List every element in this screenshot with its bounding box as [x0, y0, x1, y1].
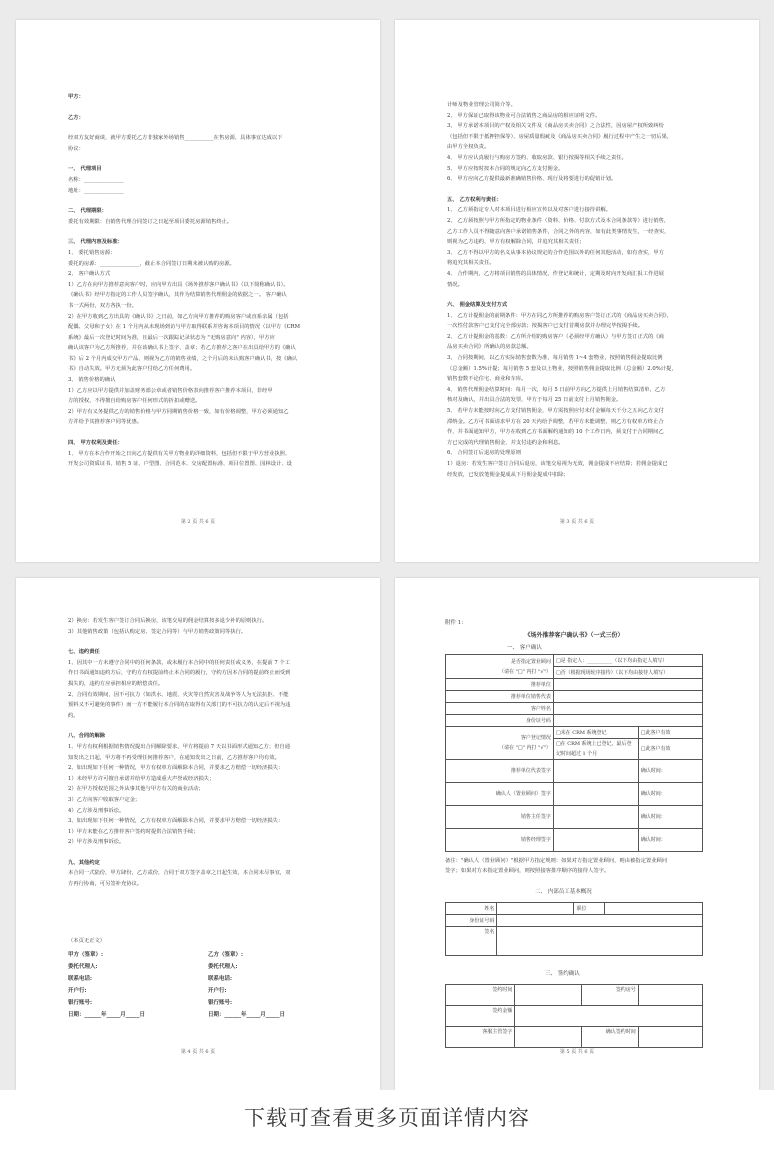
cell-label: 是否指定置业顾问 （请在 "□" 内打 "√"）	[446, 655, 554, 679]
signature-field: 开户行:	[68, 987, 87, 994]
text-line: 预料又不可避免的事件）而一方不能履行本合同的在取得有关部门的不可抗力的认定后不视为违	[68, 702, 291, 709]
cell-label: 身份证号码	[446, 915, 497, 927]
cell-empty	[605, 903, 703, 915]
section-heading: 六、 佣金结算及支付方式	[447, 302, 508, 309]
text-line: 5、 若甲方未能按时向乙方支付销售佣金，甲方需按照应付未付金额每天千分之五向乙方支付	[447, 408, 664, 415]
text-line: 委托有效期限：自销售代理合同签订之日起至项目委托房源销售终止。	[68, 218, 233, 225]
cell-empty	[553, 806, 638, 829]
text-line: 1、 乙方计提佣金的前期条件：甲方在同乙方所推荐的购房客户签订正式的《商品房买卖合同》，	[447, 312, 672, 319]
text-line: 方再行协商，可另签补充协议。	[68, 881, 143, 888]
cell-confirm-time: 确认时间：	[638, 783, 702, 806]
cell-label: 销售主任签字	[446, 806, 554, 829]
signature-field: 联系电话:	[68, 975, 93, 982]
form-note: 备注："确认人（置业顾问）"根据甲方指定规则：如果对方指定置业顾问，则由被指定置业顾问	[445, 858, 668, 864]
text-line: 6、 甲方应向乙方提供最新准确销售价格、现行及将要进行的促销计划。	[447, 176, 617, 183]
spacer	[68, 123, 348, 133]
document-page-3	[395, 20, 759, 562]
cell-confirm-time: 确认时间：	[638, 829, 702, 852]
cell-empty	[553, 783, 638, 806]
cell-reg-c: □在 CRM 系统上已登记，最后登记时间超过 1 个月	[553, 739, 638, 760]
cell-label: 签约时间	[446, 985, 515, 1006]
cell-empty	[553, 715, 702, 727]
cell-reg-b: □此客户有效	[638, 727, 702, 739]
text-line: （总金额）1.5%计提；每月销售 5 套及以上物业，按照销售佣金提取比例（总金额）2.0%计提，	[447, 365, 677, 372]
download-more-prompt[interactable]: 下载可查看更多页面详情内容	[244, 1106, 530, 1130]
document-page-5	[395, 578, 759, 1090]
text-line: 系统》最后一次登记时间为准，且最后一次跟踪记录状态为 "无购房意向" 内容），甲方应	[68, 334, 275, 341]
text-line: 作日书面通知违约方后，守约方有权提前终止本合同的履行，守约方因本合同的提前终止而受到	[68, 670, 291, 677]
text-line: 2、合同有效期间，因不可抗力（如洪水、地震、火灾等自然灾害及战争等人为无法抗拒、不能	[68, 691, 289, 698]
text-line: 确认该客户为乙方所推荐，并在该确认书上签字、盖章；若乙方推荐之客户在出具给甲方的《确认	[68, 345, 296, 352]
text-line: 1、因其中一方未遵守合同中的任何条款，或未履行本合同中的任何责任或义务，在提前 7 个工	[68, 659, 290, 666]
text-line: 3、如出现如下任何一种情况，乙方有权单方面解除本合同，并要求甲方赔偿一切经济损失：	[68, 818, 284, 825]
text-line: 销售套数不论住宅、商业和车库。	[447, 376, 527, 383]
text-line: 2）换房：若发生客户签订合同后换房，该笔交易的佣金结算按多退少补的原则执行。	[68, 618, 268, 624]
signature-field: 联系电话:	[208, 975, 233, 982]
cell-empty	[638, 985, 702, 1006]
cell-label: 姓名	[446, 903, 497, 915]
section-sign-confirm: 三、 签约确认	[545, 971, 580, 977]
cell-label: 确认签约时间	[582, 1027, 639, 1048]
cell-label: 确认人（置业顾问）签字	[446, 783, 554, 806]
text-line: 2、 乙方计提佣金的基数：乙方所介绍的购房客户（必须经甲方确认）与甲方签订正式的《商	[447, 333, 664, 340]
text-line: 甲方：	[68, 94, 84, 100]
text-line: 本合同一式陆份，甲方肆份，乙方贰份，合同于双方签字盖章之日起生效，本合同未尽事宜，双	[68, 870, 291, 877]
signature-field: 银行账号:	[208, 999, 233, 1006]
text-line: 知发出之日起，甲方将不再受理任何推荐客户，在通知发出之日前，乙方推荐客户均有效。	[68, 754, 280, 761]
text-line: 1、 甲方在本合作开始之日向乙方提供有关甲方物业的详细资料，包括但不限于甲方营业执照、	[68, 450, 291, 457]
section-staff-info: 二、 内部员工基本概况	[535, 889, 592, 895]
text-line: 4、 销售代理佣金结算时间：每月一次，每月 5 日前甲方向乙方提供上月销售结算清单，乙方	[447, 386, 666, 393]
text-line: 2）在甲方收到乙方出具的《确认书》之日前，如乙方向甲方推荐的购房客户或直系亲属（包括	[68, 313, 289, 320]
text-line: 2、 甲方保证已取得该物业可合法销售之商品房的相应证明文件。	[447, 112, 601, 119]
signature-field: 甲方（签章）:	[68, 951, 104, 958]
section-heading: 八、合同的解除	[68, 733, 106, 740]
cell-label: 签约金额	[446, 1006, 515, 1027]
text-line: 1、甲方有权利根据销售情况提出合同解除要求，甲方将提前 7 天以书面形式通知乙方；但自通	[68, 743, 290, 750]
text-line: 经发放，已发放笔佣金提成从下月佣金提成中扣除；	[447, 471, 569, 478]
text-line: 1）未经甲方许可擅自承诺并给甲方造成重大声誉或经济损失；	[68, 775, 215, 782]
signature-field: 开户行:	[208, 987, 227, 994]
cell-option-no: □否（根据现场轮序接待）（以下均由接待人填写）	[553, 667, 702, 679]
text-line: 乙方工作人员不得随意向客户承诺销售条件，合同之外的内容，如有此类事情发生，一经查实，	[447, 228, 670, 235]
form-note: 签字；如果对方未指定置业顾问，则按照接客排序顺序的接待人签字。	[445, 868, 610, 874]
cell-empty	[515, 985, 582, 1006]
text-line: 地址：_______________	[68, 187, 124, 194]
page-footer: 第 3 页 共 6 页	[559, 519, 595, 525]
text-line: 配偶、父母和子女）在 1 个月内从未现场到访与甲方取得联系并咨询本项目的情况（以甲方《CRM	[68, 324, 301, 331]
section-heading: 七、违约责任	[68, 649, 100, 656]
section-customer-confirm: 一、 客户确认	[507, 645, 542, 651]
text-line: 1）乙方在向甲方推荐意向客户时，应向甲方出具《场外推荐客户确认书》（以下简称确认书）。	[68, 281, 289, 288]
text-line: 6、 合同签订后退房的处理原则	[447, 450, 521, 457]
signature-party-b	[208, 949, 348, 1021]
cell-reg-a: □未在 CRM 系统登记	[553, 727, 638, 739]
signature-party-a	[68, 949, 208, 1021]
text-line: 2）在甲方授权范围之外从事其他与甲方有关的商业活动；	[68, 786, 204, 793]
text-line: 4、 甲方应认真履行与购房方签约、收取房款、银行按揭等相关手续之责任。	[447, 154, 627, 161]
page-2-body	[68, 92, 348, 470]
text-line: 《确认书》经甲方指定的工作人员签字确认，其作为结算销售代理佣金的依据之一。 客户确认	[68, 292, 287, 299]
cell-empty	[553, 691, 702, 703]
text-line: 则视为乙方违约，甲方有权解除合同，并追究其相关责任；	[447, 239, 585, 246]
page-footer: 第 4 页 共 6 页	[180, 1049, 216, 1055]
text-line: 1、 乙方须指定专人对本项目进行相应宣传以及对客户进行接待讲解。	[447, 207, 611, 214]
text-line: 书》自动失效。甲方无须为此客户付给乙方任何费用。	[68, 366, 196, 373]
page-3-body	[447, 100, 727, 480]
text-line: 方已完成的代理销售佣金，并支付违约金和利息。	[447, 439, 564, 446]
text-line: 计师及物业管理公司简介等。	[447, 102, 516, 108]
text-line: 滞纳金。乙方可书面请求甲方在 20 天内给予调整，若甲方未能调整，则乙方有权单方终止合	[447, 418, 664, 425]
text-line: 约。	[68, 712, 79, 719]
page-footer: 第 5 页 共 6 页	[559, 1049, 595, 1055]
text-line: 乙方：	[68, 114, 84, 121]
page-footer: 第 2 页 共 6 页	[180, 519, 216, 525]
cell-empty	[497, 903, 574, 915]
sign-confirm-table	[445, 984, 703, 1048]
cell-label: 签名	[446, 927, 497, 956]
text-line: 1）甲方未能在乙方推荐客户签约时提供合法销售手续；	[68, 828, 199, 835]
cell-confirm-time: 确认时间：	[638, 806, 702, 829]
cell-empty	[553, 679, 702, 691]
page-4-body	[68, 616, 348, 890]
cell-label: 推荐单位代表签字	[446, 760, 554, 783]
text-line: 一次性付款客户已支付完全部房款；按揭客户已支付首期房款并办理完毕按揭手续。	[447, 323, 643, 330]
text-line: 3、 乙方不得以甲方的名义从事本协议规定的合作范围以外的任何其他活动，如有查实，甲方	[447, 249, 664, 256]
text-line: 方的授权，不得擅自给购房客户任何形式的折扣或赠送。	[68, 398, 201, 405]
signature-field: 银行账号:	[68, 999, 93, 1006]
text-line: 3、 甲方承诺本项目的产权及相关文件及《商品房买卖合同》之合法性，因房屋产权所致纠纷	[447, 123, 664, 130]
document-page-4	[16, 578, 380, 1090]
cell-option-yes: □是 指定人：__________（以下均由指定人填写）	[553, 655, 702, 667]
section-heading: 九、其他约定	[68, 859, 100, 866]
cell-label: 推荐单位	[446, 679, 554, 691]
cell-empty	[515, 1006, 703, 1027]
text-line: 书一式两份，双方各执一份。	[68, 302, 137, 309]
no-text-note: （本页无正文）	[68, 938, 106, 944]
customer-confirm-table	[445, 654, 703, 852]
signature-field: 委托代理人:	[68, 963, 98, 970]
cell-label: 身份证号码	[446, 715, 554, 727]
text-line: 2、 客户确认方式	[68, 271, 111, 278]
signature-field: 乙方（签章）:	[208, 951, 244, 958]
text-line: 将追究其相关责任。	[447, 260, 495, 267]
text-line: 由甲方全权负责。	[447, 144, 490, 151]
text-line: 3、 合同按期间，以乙方实际销售套数为准，每月销售 1~4 套物业，按照销售佣金提取比例	[447, 355, 663, 362]
text-line: 5、 甲方应按时按本合同的规定向乙方支付佣金。	[447, 165, 564, 172]
text-line: 书》后 2 个月内成交甲方产品，则视为乙方的销售业绩，之个月后的未认购客户确认书，按《确认	[68, 355, 298, 362]
text-line: 开发公司资质证书、销售 5 证、户型图、合同范本、交房配置标准、项目位置图、园林设计、设	[68, 461, 292, 468]
cell-empty	[497, 927, 703, 956]
text-line: 3、 销售价格的确认	[68, 377, 116, 384]
cell-confirm-time: 确认时间：	[638, 760, 702, 783]
text-line: 名称：_______________	[68, 176, 124, 183]
cell-empty	[515, 1027, 582, 1048]
cell-label: 客户登记情况 （请在 "□" 内打 "√"）	[446, 727, 554, 760]
text-line: 4、 合作期内，乙方将项目销售的具体情况，作登记和统计，定期及时向开发商汇报工作进展	[447, 270, 664, 277]
text-line: 作，并书面通知甲方，甲方在收到乙方书面解约通知的 10 个工作日内，须支付于合同期间乙	[447, 429, 664, 436]
text-line: 委托的房源：_______________，截止本合同签订日期未被认购的房源。	[68, 260, 235, 267]
cell-empty	[638, 1027, 702, 1048]
text-line: （包括但不限于抵押担保等）、房屋质量瑕疵及《商品房买卖合同》履行过程中产生之一切后果，	[447, 133, 673, 140]
text-line: 核对及确认，并出具合法的发票，甲方于每月 25 日前支付上月销售佣金。	[447, 397, 622, 404]
attachment-form	[445, 618, 703, 1048]
text-line: 2）甲方涉及刑事诉讼。	[68, 839, 125, 846]
cell-empty	[553, 829, 638, 852]
form-title: 《场外推荐客户确认书》（一式三份）	[524, 632, 624, 639]
cell-label: 职位	[574, 903, 605, 915]
signature-block	[68, 936, 348, 1021]
cell-empty	[553, 703, 702, 715]
signature-field: 日期：______年_____月_____日	[68, 1011, 146, 1018]
section-heading: 三、 代理内容及标准：	[68, 239, 123, 246]
text-line: 3）其他销售政策（包括认购定房、签定合同等）与甲方销售政策同等执行。	[68, 628, 247, 635]
section-heading: 一、 代理项目	[68, 166, 102, 173]
signature-field: 日期：______年_____月_____日	[208, 1011, 286, 1018]
spacer	[68, 103, 348, 113]
text-line: 品房买卖合同》所确认的房款总额。	[447, 344, 532, 351]
text-line: 情况。	[447, 281, 463, 288]
section-heading: 四、 甲方权利及责任：	[68, 440, 123, 447]
section-heading: 五、 乙方权利与责任：	[447, 196, 502, 203]
staff-info-table	[445, 902, 703, 956]
section-heading: 二、 代理期限：	[68, 208, 107, 215]
text-line: 1）退房：若发生客户签订合同后退房，该笔交易视为无效，佣金提成不应结算；若佣金提成已	[447, 461, 668, 467]
cell-label: 签约房号	[582, 985, 639, 1006]
cell-label: 客服主管签字	[446, 1027, 515, 1048]
attachment-label: 附件 1：	[445, 620, 467, 626]
cell-empty	[553, 760, 638, 783]
document-page-2	[16, 20, 380, 562]
text-line: 1、 委托销售房源：	[68, 249, 116, 256]
cell-label: 推荐单位销售代表	[446, 691, 554, 703]
cell-label: 客户姓名	[446, 703, 554, 715]
cell-reg-d: □此客户有效	[638, 739, 702, 760]
text-line: 方并给予其推荐客户同等优惠。	[68, 419, 143, 426]
text-line: 4）乙方涉及刑事诉讼。	[68, 807, 125, 814]
text-line: 协议：	[68, 145, 84, 152]
cell-empty	[497, 915, 703, 927]
signature-field: 委托代理人:	[208, 963, 238, 970]
text-line: 经双方友好商谈，就甲方委托乙方非独家外场销售___________在售房源，具体事宜达成以下	[68, 135, 283, 142]
text-line: 1）乙方应以甲方提供并加盖财务部公章或者销售价格表向推荐客户推荐本项目，非经甲	[68, 387, 273, 394]
text-line: 3）乙方向客户收取客户定金；	[68, 796, 141, 803]
text-line: 2、 乙方须按照与甲方所指定的物业条件（资料、价格、付款方式及本合同条款等）进行销售，	[447, 217, 670, 224]
text-line: 2、如出现如下任何一种情况，甲方有权单方面解除本合同，并要求乙方赔偿一切经济损失：	[68, 765, 284, 772]
cell-label: 销售经理签字	[446, 829, 554, 852]
text-line: 2）甲方有义务提供乙方的销售价格与甲方同期销售价格一致，如有价格调整，甲方必须通知乙	[68, 408, 289, 415]
text-line: 损失的，违约方应承担相应的赔偿责任。	[68, 680, 164, 687]
